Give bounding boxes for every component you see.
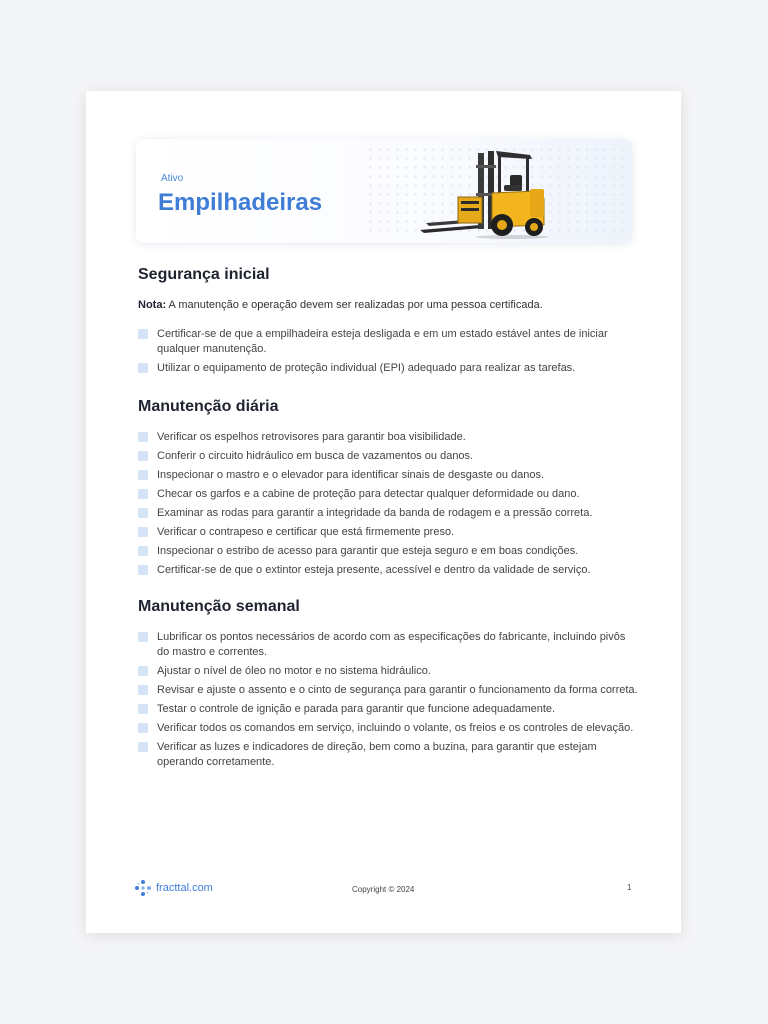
checklist-item <box>138 327 638 357</box>
checklist-item <box>138 468 638 483</box>
checkbox[interactable] <box>138 666 148 676</box>
checklist-item <box>138 449 638 464</box>
checklist-item <box>138 630 638 660</box>
checklist-item <box>138 361 638 376</box>
checkbox[interactable] <box>138 742 148 752</box>
checklist-manutencao-diaria <box>138 430 638 582</box>
forklift-image <box>420 145 550 239</box>
section-title-manutencao-semanal: Manutenção semanal <box>138 598 300 615</box>
checklist-item-text: Verificar as luzes e indicadores de direção, bem como a buzina, para garantir que estejam operando corretamente. <box>157 741 597 768</box>
checklist-item-text: Verificar todos os comandos em serviço, incluindo o volante, os freios e os controles de elevação. <box>157 722 634 734</box>
checkbox[interactable] <box>138 363 148 373</box>
checkbox[interactable] <box>138 470 148 480</box>
checklist-item-text: Inspecionar o estribo de acesso para garantir que esteja seguro e em boas condições. <box>157 545 579 557</box>
checklist-item <box>138 683 638 698</box>
checkbox[interactable] <box>138 685 148 695</box>
section-title-manutencao-diaria: Manutenção diária <box>138 398 279 415</box>
checklist-item <box>138 487 638 502</box>
fracttal-logo-icon <box>134 879 152 897</box>
checklist-item <box>138 506 638 521</box>
note-text: A manutenção e operação devem ser realizadas por uma pessoa certificada. <box>166 299 543 311</box>
checkbox[interactable] <box>138 546 148 556</box>
checklist-item <box>138 525 638 540</box>
checklist-item-text: Testar o controle de ignição e parada para garantir que funcione adequadamente. <box>157 703 556 715</box>
checkbox[interactable] <box>138 632 148 642</box>
checklist-item-text: Checar os garfos e a cabine de proteção para detectar qualquer deformidade ou dano. <box>157 488 580 500</box>
checklist-item-text: Examinar as rodas para garantir a integridade da banda de rodagem e a pressão correta. <box>157 507 593 519</box>
checklist-item-text: Certificar-se de que o extintor esteja presente, acessível e dentro da validade de serviço. <box>157 564 591 576</box>
checklist-item <box>138 721 638 736</box>
checklist-item-text: Ajustar o nível de óleo no motor e no sistema hidráulico. <box>157 665 431 677</box>
safety-note <box>138 299 543 311</box>
checkbox[interactable] <box>138 723 148 733</box>
copyright-text: Copyright © 2024 <box>352 885 415 894</box>
checkbox[interactable] <box>138 329 148 339</box>
checkbox[interactable] <box>138 565 148 575</box>
checklist-item <box>138 702 638 717</box>
checklist-item <box>138 563 638 578</box>
checklist-item-text: Certificar-se de que a empilhadeira esteja desligada e em um estado estável antes de iniciar qualquer manutenção. <box>157 328 608 355</box>
checklist-item-text: Utilizar o equipamento de proteção individual (EPI) adequado para realizar as tarefas. <box>157 362 576 374</box>
checklist-item-text: Lubrificar os pontos necessários de acordo com as especificações do fabricante, incluindo pivôs do mastro e correntes. <box>157 631 626 658</box>
checklist-item <box>138 740 638 770</box>
checklist-item <box>138 664 638 679</box>
checkbox[interactable] <box>138 451 148 461</box>
checklist-item <box>138 430 638 445</box>
checkbox[interactable] <box>138 489 148 499</box>
checklist-item-text: Revisar e ajuste o assento e o cinto de segurança para garantir o funcionamento da forma correta. <box>157 684 638 696</box>
checklist-manutencao-semanal <box>138 630 638 774</box>
footer-logo-text: fracttal.com <box>156 882 213 894</box>
checklist-item <box>138 544 638 559</box>
checklist-seguranca-inicial <box>138 327 638 380</box>
checklist-item-text: Verificar o contrapeso e certificar que está firmemente preso. <box>157 526 455 538</box>
checkbox[interactable] <box>138 527 148 537</box>
checklist-item-text: Verificar os espelhos retrovisores para garantir boa visibilidade. <box>157 431 466 443</box>
checklist-item-text: Inspecionar o mastro e o elevador para identificar sinais de desgaste ou danos. <box>157 469 545 481</box>
checkbox[interactable] <box>138 704 148 714</box>
section-title-seguranca-inicial: Segurança inicial <box>138 266 270 283</box>
asset-title: Empilhadeiras <box>158 189 323 216</box>
checkbox[interactable] <box>138 432 148 442</box>
checkbox[interactable] <box>138 508 148 518</box>
page-number: 1 <box>627 883 632 892</box>
document-page <box>86 91 681 933</box>
asset-header-card <box>136 139 632 243</box>
note-label: Nota: <box>138 299 167 311</box>
footer-logo[interactable] <box>134 879 213 897</box>
checklist-item-text: Conferir o circuito hidráulico em busca de vazamentos ou danos. <box>157 450 474 462</box>
asset-label: Ativo <box>161 173 184 184</box>
